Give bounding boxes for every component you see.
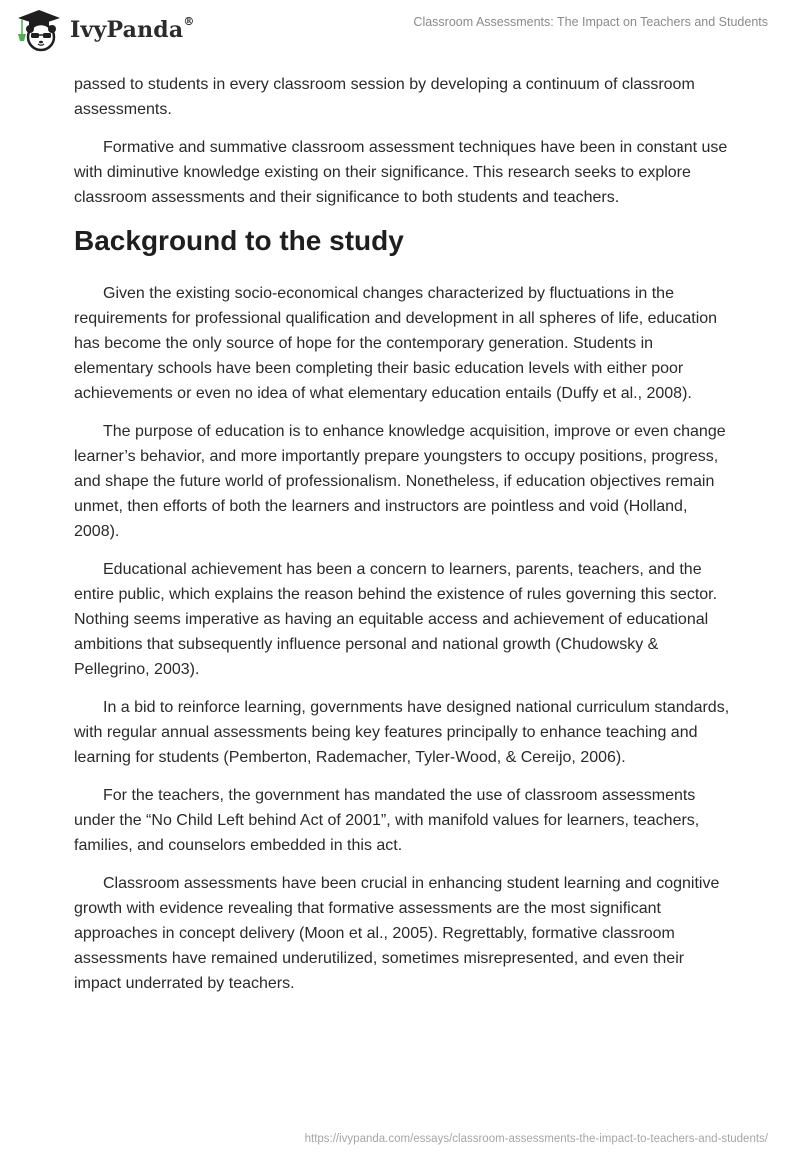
continued-paragraph: passed to students in every classroom session by developing a continuum of classroom assessments.: [74, 76, 695, 118]
logo-wordmark: IvyPanda®: [70, 15, 195, 43]
body-paragraph: For the teachers, the government has mandated the use of classroom assessments under the “No Child Left behind Act of 2001”, with manifold values for learners, teachers, families, and counselors embedded in this act.: [74, 787, 700, 854]
body-paragraph: Given the existing socio-economical changes characterized by fluctuations in the requirements for professional qualification and development in all spheres of life, education has become the only source of hope for the contemporary generation. Students in elementary schools have been completing their basic education levels with either poor achievements or even no idea of what elementary education entails (Duffy et al., 2008).: [74, 285, 718, 402]
source-url[interactable]: https://ivypanda.com/essays/classroom-assessments-the-impact-to-teachers-and-students/: [304, 1133, 768, 1145]
page-header: [0, 0, 800, 60]
essay-content: [74, 72, 734, 1009]
panda-graduation-cap-icon: [16, 8, 62, 52]
body-paragraph: The purpose of education is to enhance knowledge acquisition, improve or even change learner’s behavior, and more importantly prepare youngsters to occupy positions, progress, and shape the future world of professionalism. Nonetheless, if education objectives remain unmet, then efforts of both the learners and instructors are pointless and void (Holland, 2008).: [74, 423, 726, 540]
body-paragraph: In a bid to reinforce learning, governments have designed national curriculum standards, with regular annual assessments being key features principally to enhance teaching and learning for students (Pemberton, Rademacher, Tyler-Wood, & Cereijo, 2006).: [74, 699, 730, 766]
section-heading: Background to the study: [74, 225, 404, 256]
body-paragraph: Educational achievement has been a concern to learners, parents, teachers, and the entire public, which explains the reason behind the existence of rules governing this sector. Nothing seems imperative as having an equitable access and achievement of educational ambitions that subsequently influence personal and national growth (Chudowsky & Pellegrino, 2003).: [74, 561, 718, 678]
ivypanda-logo[interactable]: [16, 8, 195, 52]
body-paragraph: Classroom assessments have been crucial in enhancing student learning and cognitive growth with evidence revealing that formative assessments are the most significant approaches in concept delivery (Moon et al., 2005). Regrettably, formative classroom assessments have remained underutilized, sometimes misrepresented, and even their impact underrated by teachers.: [74, 875, 720, 992]
document-title: Classroom Assessments: The Impact on Teachers and Students: [413, 15, 768, 29]
intro-paragraph: Formative and summative classroom assessment techniques have been in constant use with diminutive knowledge existing on their significance. This research seeks to explore classroom assessments and their significance to both students and teachers.: [74, 139, 728, 206]
